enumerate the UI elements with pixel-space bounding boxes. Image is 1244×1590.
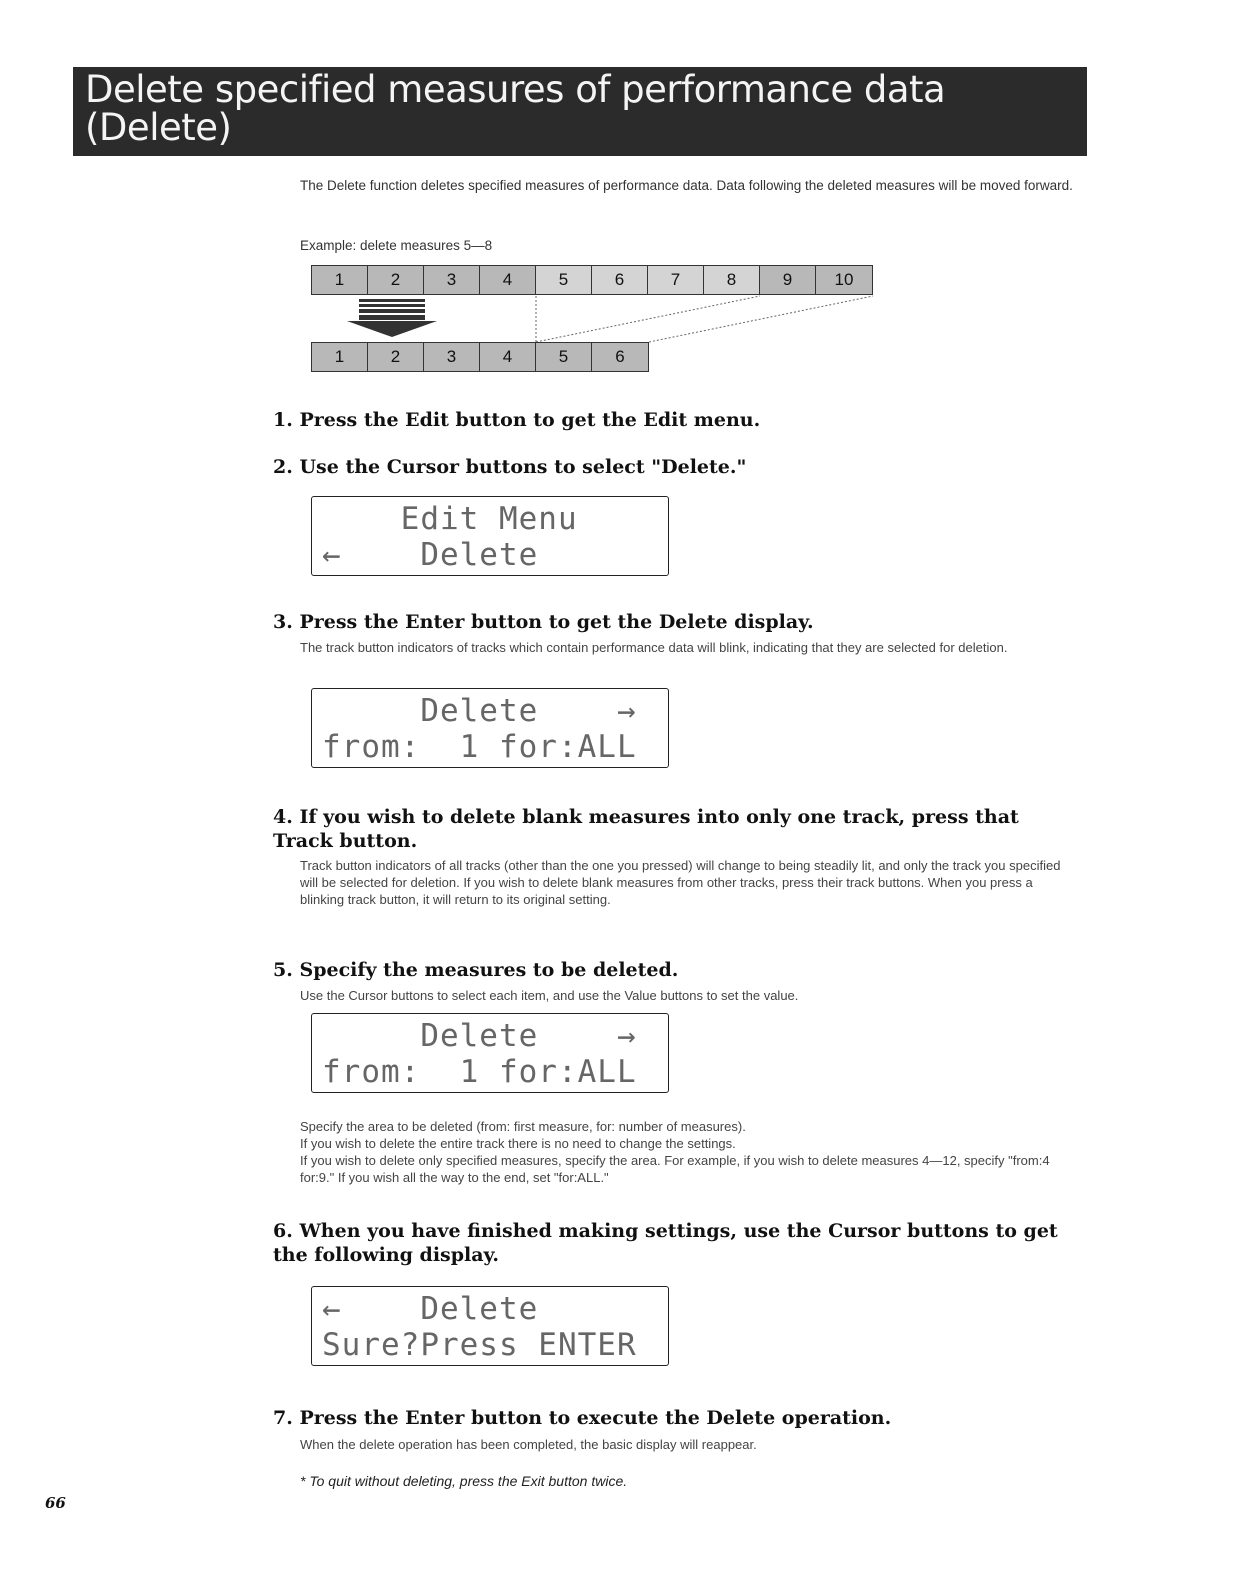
step-4-body: Track button indicators of all tracks (other than the one you pressed) will change to being steadily lit, and only the track you specified will be selected for deletion. If you wish to delete blank measures from other tracks, press their track buttons. When you press a blinking track button, it will return to its original setting. xyxy=(300,858,1061,907)
step-7-title xyxy=(273,1406,891,1430)
measure-cell: 4 xyxy=(480,343,536,371)
lcd-line-1: ← Delete xyxy=(322,1291,539,1327)
step-7-body: When the delete operation has been completed, the basic display will reappear. xyxy=(300,1437,757,1452)
step-heading: When you have finished making settings, use the Cursor buttons to get the following display. xyxy=(273,1220,1058,1266)
measure-cell: 5 xyxy=(536,343,592,371)
step-3-body: The track button indicators of tracks which contain performance data will blink, indicating that they are selected for deletion. xyxy=(300,640,1008,655)
step-5-notes xyxy=(300,1118,1060,1186)
step-5-title xyxy=(273,958,678,982)
measure-cell: 2 xyxy=(368,266,424,294)
measure-cell: 9 xyxy=(760,266,816,294)
measure-cell-deleted: 5 xyxy=(536,266,592,294)
measure-cell: 10 xyxy=(816,266,872,294)
measure-cell-deleted: 8 xyxy=(704,266,760,294)
measure-cell: 1 xyxy=(312,343,368,371)
measure-cell: 2 xyxy=(368,343,424,371)
note-line: Specify the area to be deleted (from: first measure, for: number of measures). xyxy=(300,1119,746,1134)
measure-cell: 1 xyxy=(312,266,368,294)
measure-cell: 3 xyxy=(424,266,480,294)
step-number: 1. xyxy=(273,409,293,431)
lcd-line-2: Sure?Press ENTER xyxy=(322,1327,637,1363)
step-4-title xyxy=(273,805,1073,853)
lcd-display-delete xyxy=(311,688,669,768)
measure-cell: 3 xyxy=(424,343,480,371)
lcd-line-1: Delete → xyxy=(322,1018,637,1054)
note-line: If you wish to delete the entire track there is no need to change the settings. xyxy=(300,1136,736,1151)
step-heading: If you wish to delete blank measures into only one track, press that Track button. xyxy=(273,806,1019,852)
measure-cell-deleted: 6 xyxy=(592,266,648,294)
lcd-display-confirm xyxy=(311,1286,669,1366)
down-arrow-icon xyxy=(347,299,437,337)
step-6-title xyxy=(273,1219,1073,1267)
example-label: Example: delete measures 5—8 xyxy=(300,238,493,253)
page-title-banner xyxy=(73,67,1087,156)
measure-cell: 4 xyxy=(480,266,536,294)
footnote: * To quit without deleting, press the Exit button twice. xyxy=(300,1473,628,1489)
step-number: 2. xyxy=(273,456,293,478)
note-line: If you wish to delete only specified measures, specify the area. For example, if you wish to delete measures 4—12, specify "from:4 for:9." If you wish all the way to the end, set "for:ALL." xyxy=(300,1153,1050,1185)
step-heading: Press the Enter button to execute the Delete operation. xyxy=(299,1407,892,1429)
step-heading: Press the Edit button to get the Edit menu. xyxy=(299,409,761,431)
step-5-body: Use the Cursor buttons to select each item, and use the Value buttons to set the value. xyxy=(300,988,799,1003)
step-3-title xyxy=(273,610,814,634)
step-number: 5. xyxy=(273,959,293,981)
step-heading: Specify the measures to be deleted. xyxy=(299,959,679,981)
step-heading: Press the Enter button to get the Delete display. xyxy=(299,611,814,633)
measures-after-row xyxy=(311,342,649,372)
step-2-title xyxy=(273,455,746,479)
lcd-line-2: from: 1 for:ALL xyxy=(322,729,637,765)
lcd-line-1: Delete → xyxy=(322,693,637,729)
measure-cell: 6 xyxy=(592,343,648,371)
lcd-display-edit-menu xyxy=(311,496,669,576)
step-number: 7. xyxy=(273,1407,293,1429)
lcd-line-1: Edit Menu xyxy=(322,501,578,537)
lcd-line-2: from: 1 for:ALL xyxy=(322,1054,637,1090)
step-heading: Use the Cursor buttons to select "Delete." xyxy=(299,456,747,478)
page-title-line1: Delete specified measures of performance data xyxy=(85,68,946,111)
lcd-display-delete-settings xyxy=(311,1013,669,1093)
page-title-line2: (Delete) xyxy=(85,106,232,149)
delete-example-diagram xyxy=(311,265,876,377)
step-number: 4. xyxy=(273,806,293,828)
step-1-title xyxy=(273,408,760,432)
lcd-line-2: ← Delete xyxy=(322,537,539,573)
intro-paragraph: The Delete function deletes specified measures of performance data. Data following the deleted measures will be moved forward. xyxy=(300,178,1073,193)
step-number: 3. xyxy=(273,611,293,633)
measure-cell-deleted: 7 xyxy=(648,266,704,294)
page-number: 66 xyxy=(45,1494,66,1512)
step-number: 6. xyxy=(273,1220,293,1242)
